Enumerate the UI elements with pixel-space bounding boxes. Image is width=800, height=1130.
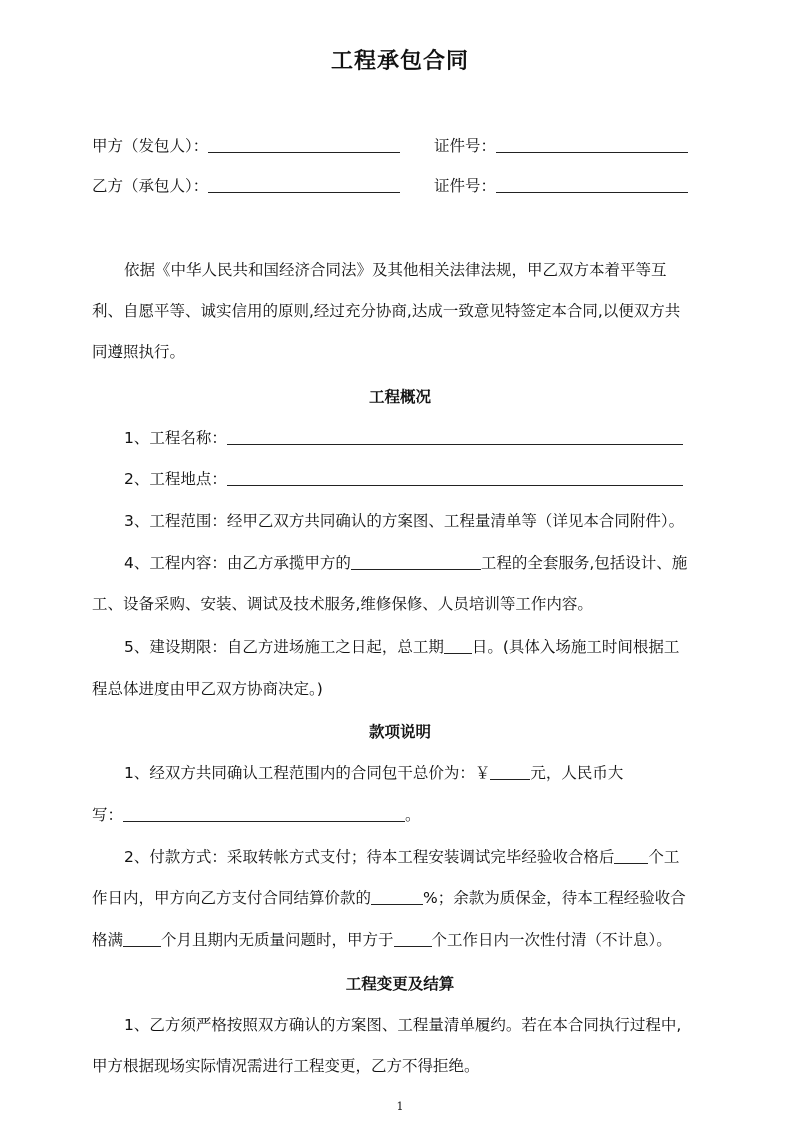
project-content-label: 4、工程内容：由乙方承揽甲方的 bbox=[124, 554, 351, 572]
party-a-blank[interactable] bbox=[208, 136, 400, 153]
project-content-text: 工程的全套服务,包括设计、施 bbox=[480, 554, 688, 572]
payment-percent-label: 作日内，甲方向乙方支付合同结算价款的 bbox=[92, 889, 372, 907]
payment-percent-text: %；余款为质保金，待本工程经验收合 bbox=[423, 889, 686, 907]
project-content-blank[interactable] bbox=[351, 553, 481, 570]
section-heading-overview: 工程概况 bbox=[368, 388, 431, 406]
project-content-cont: 工、设备采购、安装、调试及技术服务,维修保修、人员培训等工作内容。 bbox=[92, 595, 593, 613]
warranty-months-blank[interactable] bbox=[123, 930, 161, 947]
party-b-label: 乙方（承包人）： bbox=[92, 177, 209, 195]
document-title: 工程承包合同 bbox=[330, 49, 469, 74]
intro-line-1: 依据《中华人民共和国经济合同法》及其他相关法律法规，甲乙双方本着平等互 bbox=[124, 261, 667, 279]
project-scope-row: 3、工程范围：经甲乙双方共同确认的方案图、工程量清单等（详见本合同附件）。 bbox=[124, 512, 685, 530]
party-b-row bbox=[92, 176, 400, 196]
party-b-blank[interactable] bbox=[208, 176, 400, 193]
payment-method-label: 2、付款方式：采取转帐方式支付；待本工程安装调试完毕经验收合格后 bbox=[124, 848, 615, 866]
project-location-blank[interactable] bbox=[227, 469, 683, 486]
party-b-id-label: 证件号： bbox=[434, 177, 497, 195]
construction-period-row bbox=[124, 637, 679, 657]
project-name-label: 1、工程名称： bbox=[124, 429, 227, 447]
changes-line-2: 甲方根据现场实际情况需进行工程变更，乙方不得拒绝。 bbox=[92, 1057, 480, 1075]
contract-price-blank[interactable] bbox=[490, 763, 530, 780]
contract-price-text: 元，人民币大 bbox=[530, 764, 624, 782]
construction-period-text: 日。(具体入场施工时间根据工 bbox=[471, 638, 680, 656]
settle-days-blank[interactable] bbox=[394, 930, 432, 947]
project-location-label: 2、工程地点： bbox=[124, 470, 227, 488]
payment-method-text: 个工 bbox=[648, 848, 680, 866]
party-a-id-row bbox=[434, 136, 688, 156]
warranty-row bbox=[92, 930, 672, 950]
warranty-end: 个工作日内一次性付清（不计息）。 bbox=[431, 931, 672, 949]
contract-price-words-row bbox=[92, 805, 421, 825]
section-heading-payment: 款项说明 bbox=[368, 723, 431, 741]
payment-days-blank[interactable] bbox=[614, 847, 648, 864]
contract-price-row bbox=[124, 763, 623, 783]
project-content-row bbox=[124, 553, 687, 573]
party-a-label: 甲方（发包人）： bbox=[92, 137, 209, 155]
contract-price-label: 1、经双方共同确认工程范围内的合同包干总价为：￥ bbox=[124, 764, 491, 782]
party-b-id-row bbox=[434, 176, 688, 196]
payment-percent-blank[interactable] bbox=[371, 888, 423, 905]
changes-line-1: 1、乙方须严格按照双方确认的方案图、工程量清单履约。若在本合同执行过程中, bbox=[124, 1016, 682, 1034]
contract-price-words-blank[interactable] bbox=[123, 805, 405, 822]
project-location-row bbox=[124, 469, 683, 489]
payment-method-row bbox=[124, 847, 679, 867]
project-name-row bbox=[124, 428, 683, 448]
warranty-text: 个月且期内无质量问题时，甲方于 bbox=[161, 931, 394, 949]
party-b-id-blank[interactable] bbox=[496, 176, 688, 193]
construction-period-label: 5、建设期限：自乙方进场施工之日起，总工期 bbox=[124, 638, 444, 656]
contract-price-words-label: 写： bbox=[92, 806, 124, 824]
payment-percent-row bbox=[92, 888, 686, 908]
party-a-row bbox=[92, 136, 400, 156]
intro-line-2: 利、自愿平等、诚实信用的原则,经过充分协商,达成一致意见特签定本合同,以便双方共 bbox=[92, 302, 681, 320]
section-heading-changes: 工程变更及结算 bbox=[345, 975, 455, 993]
project-name-blank[interactable] bbox=[227, 428, 683, 445]
construction-period-cont: 程总体进度由甲乙双方协商决定。) bbox=[92, 680, 323, 698]
party-a-id-label: 证件号： bbox=[434, 137, 497, 155]
page-number: 1 bbox=[396, 1100, 404, 1113]
warranty-label: 格满 bbox=[92, 931, 124, 949]
contract-price-words-end: 。 bbox=[405, 806, 421, 824]
party-a-id-blank[interactable] bbox=[496, 136, 688, 153]
intro-line-3: 同遵照执行。 bbox=[92, 343, 186, 361]
construction-days-blank[interactable] bbox=[444, 637, 472, 654]
